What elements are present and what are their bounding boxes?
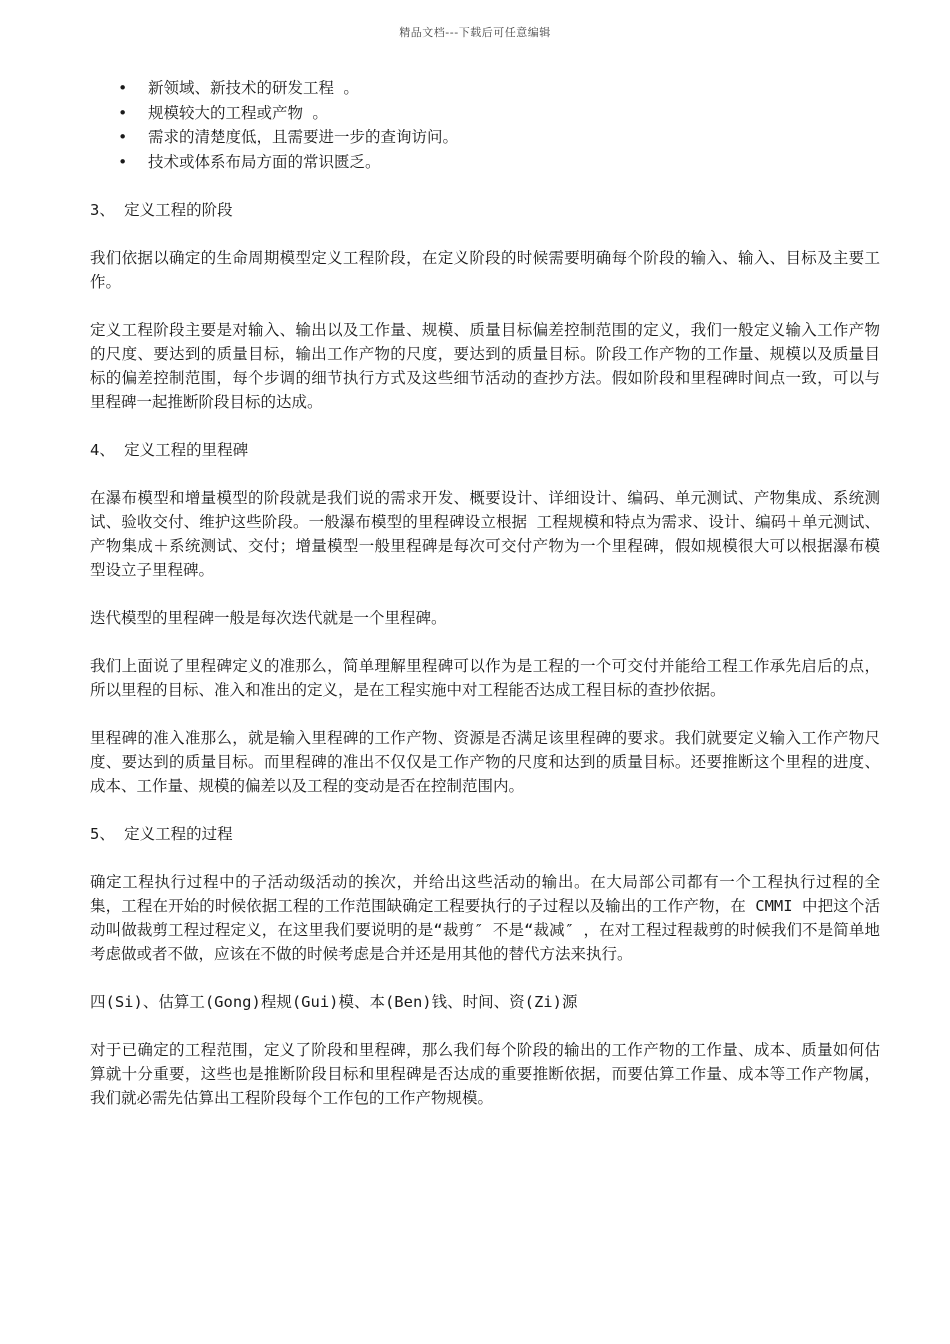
paragraph: 我们上面说了里程碑定义的准那么，简单理解里程碑可以作为是工程的一个可交付并能给工程工作承先启后的点，所以里程的目标、准入和准出的定义，是在工程实施中对工程能否达成工程目标的查抄依据。 xyxy=(90,657,880,699)
paragraph: 迭代模型的里程碑一般是每次迭代就是一个里程碑。 xyxy=(90,609,447,627)
paragraph: 对于已确定的工程范围，定义了阶段和里程碑，那么我们每个阶段的输出的工作产物的工作量、成本、质量如何估算就十分重要，这些也是推断阶段目标和里程碑是否达成的重要推断依据，而要估算工作量、成本等工作产物属，我们就必需先估算出工程阶段每个工作包的工作产物规模。 xyxy=(90,1041,880,1107)
section-heading-four: 四(Si)、估算工(Gong)程规(Gui)模、本(Ben)钱、时间、资(Zi)源 xyxy=(90,993,578,1011)
bullet-icon: • xyxy=(118,79,128,97)
bullet-list xyxy=(90,76,880,174)
section-heading-5: 5、 定义工程的过程 xyxy=(90,825,233,843)
paragraph: 我们依据以确定的生命周期模型定义工程阶段，在定义阶段的时候需要明确每个阶段的输入、输入、目标及主要工作。 xyxy=(90,249,880,291)
paragraph: 里程碑的准入准那么，就是输入里程碑的工作产物、资源是否满足该里程碑的要求。我们就要定义输入工作产物尺度、要达到的质量目标。而里程碑的准出不仅仅是工作产物的尺度和达到的质量目标。还要推断这个里程的进度、成本、工作量、规模的偏差以及工程的变动是否在控制范围内。 xyxy=(90,729,880,795)
bullet-icon: • xyxy=(118,128,128,146)
document-body xyxy=(90,76,880,1134)
section-heading-4: 4、 定义工程的里程碑 xyxy=(90,441,249,459)
bullet-icon: • xyxy=(118,152,128,171)
paragraph: 定义工程阶段主要是对输入、输出以及工作量、规模、质量目标偏差控制范围的定义，我们一般定义输入工作产物的尺度、要达到的质量目标，输出工作产物的尺度，要达到的质量目标。阶段工作产物的工作量、规模以及质量目标的偏差控制范围，每个步调的细节执行方式及这些细节活动的查抄方法。假如阶段和里程碑时间点一致，可以与里程碑一起推断阶段目标的达成。 xyxy=(90,321,880,411)
paragraph: 在瀑布模型和增量模型的阶段就是我们说的需求开发、概要设计、详细设计、编码、单元测试、产物集成、系统测试、验收交付、维护这些阶段。一般瀑布模型的里程碑设立根据 工程规模和特点为需求、设计、编码＋单元测试、产物集成＋系统测试、交付；增量模型一般里程碑是每次可交付产物为一个里程碑，假如规模很大可以根据瀑布模型设立子里程碑。 xyxy=(90,489,880,579)
list-item: • 需求的清楚度低，且需要进一步的查询访问。 xyxy=(90,125,880,150)
section-heading-3: 3、 定义工程的阶段 xyxy=(90,201,233,219)
page-header: 精品文档---下载后可任意编辑 xyxy=(399,26,551,39)
paragraph: 确定工程执行过程中的子活动级活动的挨次，并给出这些活动的输出。在大局部公司都有一个工程执行过程的全集，工程在开始的时候依据工程的工作范围缺确定工程要执行的子过程以及输出的工作产物，在 CMMI 中把这个活动叫做裁剪工程过程定义，在这里我们要说明的是“裁剪″ 不是“裁减″ ，在对工程过程裁剪的时候我们不是简单地考虑做或者不做，应该在不做的时候考虑是合并还是用其他的替代方法来执行。 xyxy=(90,873,880,963)
list-item: • 技术或体系布局方面的常识匮乏。 xyxy=(90,150,880,175)
bullet-icon: • xyxy=(118,103,128,122)
list-item: • 新领域、新技术的研发工程 。 xyxy=(90,76,880,101)
list-item: • 规模较大的工程或产物 。 xyxy=(90,101,880,126)
